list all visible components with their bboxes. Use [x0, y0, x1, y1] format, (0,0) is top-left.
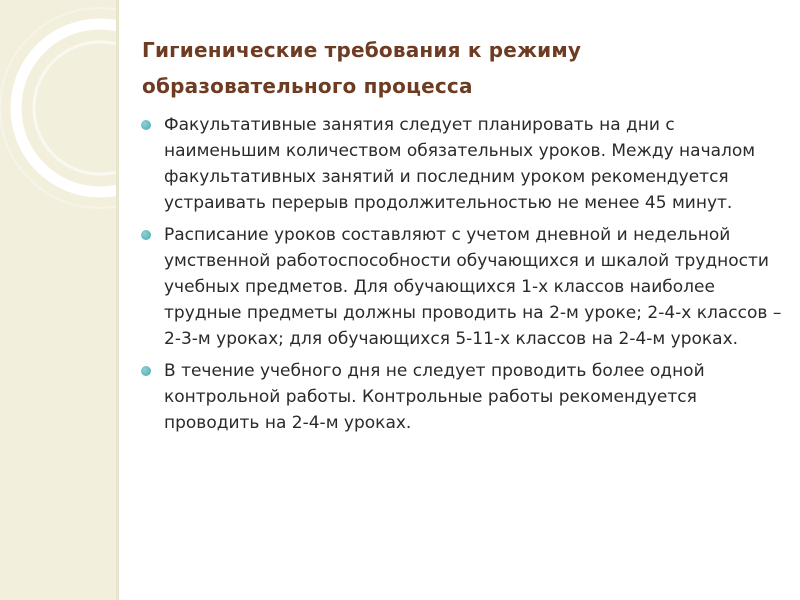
bullet-item-schedule: [136, 222, 786, 352]
bullet-text: Расписание уроков составляют с учетом дневной и недельной умственной работоспособности обучающихся и шкалой трудности учебных предметов. Для обучающихся 1-х классов наиболее трудные предметы должны проводить на 2-м уроке; 2-4-х классов – 2-3-м уроках; для обучающихся 5-11-х классов на 2-4-м уроках.: [164, 225, 782, 349]
bullet-text: В течение учебного дня не следует проводить более одной контрольной работы. Контрольные работы рекомендуется проводить на 2-4-м уроках.: [164, 361, 705, 433]
bullet-dot-icon: [141, 366, 151, 376]
bullet-item-optional-classes: [136, 112, 786, 216]
bullet-item-tests: [136, 358, 786, 436]
decorative-rings-icon: [0, 0, 118, 260]
slide-title: Гигиенические требования к режиму образовательного процесса: [142, 38, 582, 98]
bullet-text: Факультативные занятия следует планировать на дни с наименьшим количеством обязательных уроков. Между началом факультативных занятий и последним уроком рекомендуется устраивать перерыв продолжительностью не менее 45 минут.: [164, 115, 756, 213]
bullet-list: [136, 112, 786, 442]
bullet-dot-icon: [141, 120, 151, 130]
decorative-side-band: [0, 0, 118, 600]
bullet-dot-icon: [141, 230, 151, 240]
